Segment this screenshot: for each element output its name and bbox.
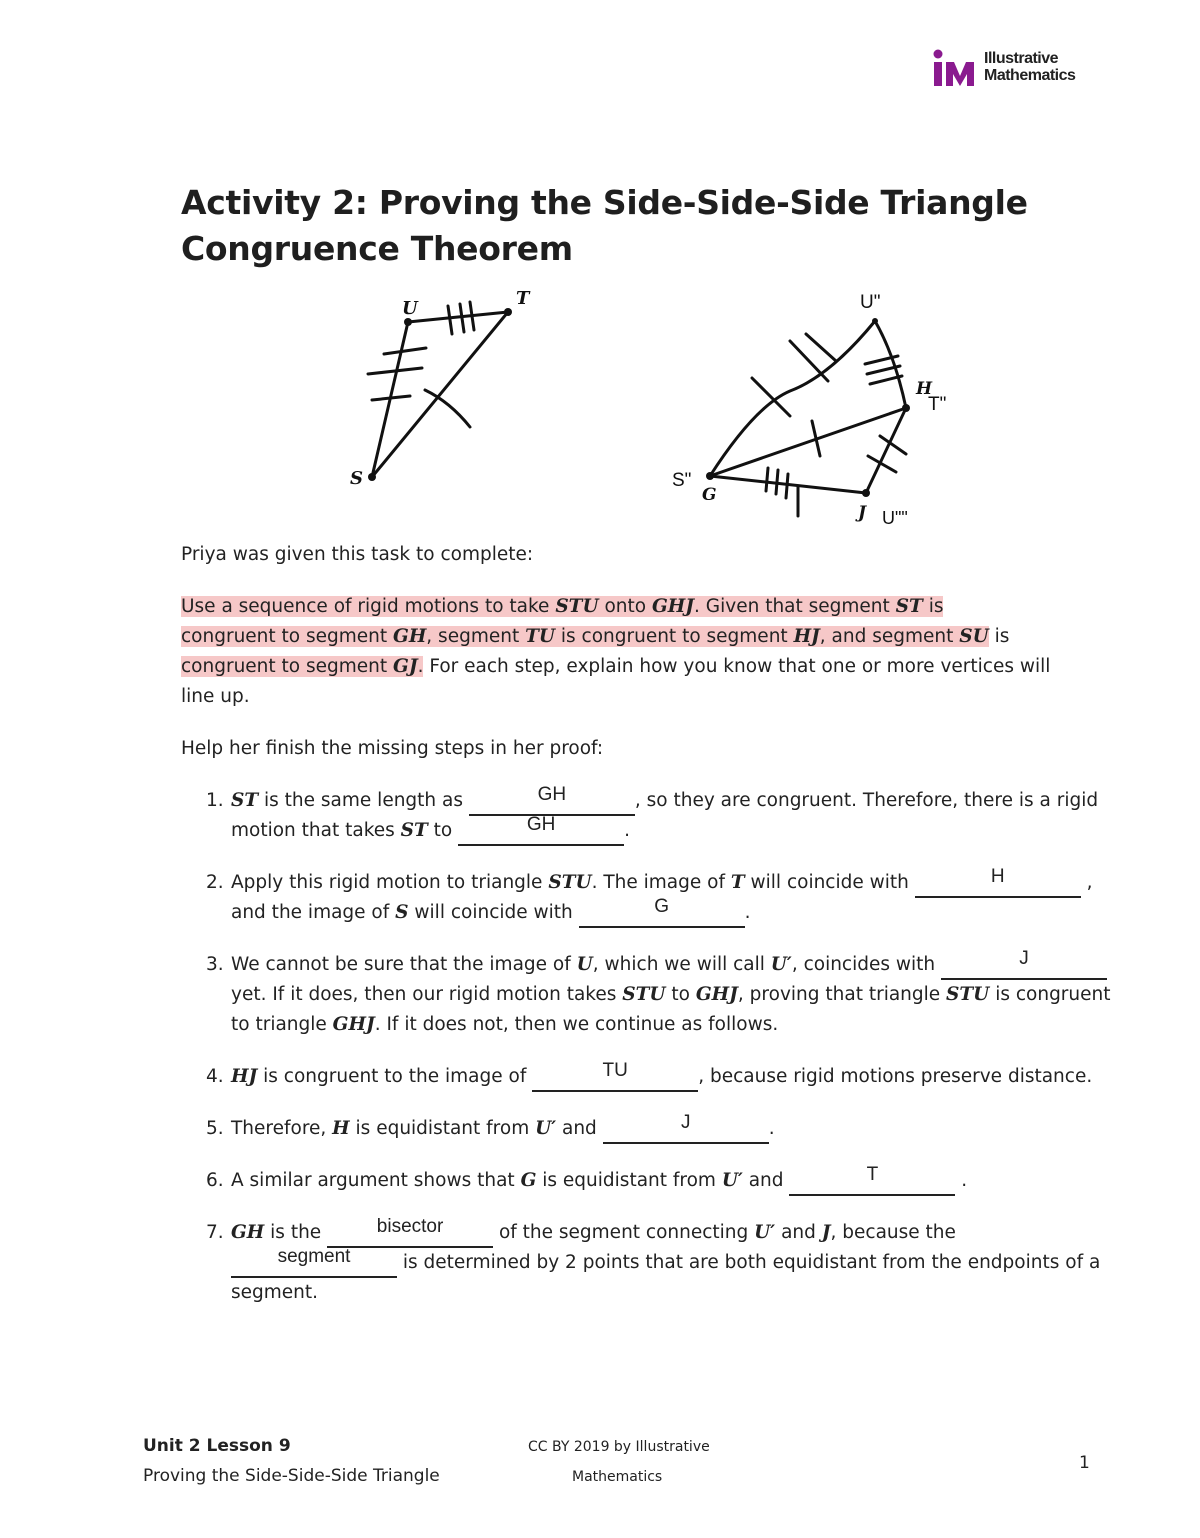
- footer-lesson: Proving the Side-Side-Side Triangle: [143, 1466, 440, 1486]
- step-2: 2. Apply this rigid motion to triangle STU. The image of T will coincide with H , and the image of S will coincide with G .: [231, 868, 1111, 928]
- label-h: H: [916, 379, 933, 399]
- label-u-triple-prime: U"": [882, 508, 908, 528]
- step7-blank-1[interactable]: bisector: [327, 1222, 493, 1248]
- step2-blank-1[interactable]: H: [915, 872, 1081, 898]
- label-g: G: [702, 485, 717, 505]
- page-number: 1: [1079, 1453, 1090, 1473]
- step-7: 7. GH is the bisector of the segment connecting U′ and J, because the segment is determined by 2 points that are both equidistant from the endpoints of a segment.: [206, 1216, 1101, 1303]
- step7-blank-2[interactable]: segment: [231, 1252, 397, 1278]
- step2-blank-2[interactable]: G: [579, 902, 745, 928]
- step-5: 5. Therefore, H is equidistant from U′ and J .: [231, 1114, 1111, 1144]
- proof-steps: [181, 786, 1111, 1330]
- footer-unit: Unit 2 Lesson 9: [143, 1436, 291, 1456]
- label-u: U: [402, 298, 418, 319]
- step1-blank-2[interactable]: GH: [458, 820, 624, 846]
- step6-blank-1[interactable]: T: [789, 1170, 955, 1196]
- illustrative-math-logo: [932, 48, 1102, 90]
- im-logo-icon: [932, 48, 980, 90]
- footer-license-2: Mathematics: [572, 1469, 663, 1485]
- label-s-double-prime: S": [672, 470, 692, 491]
- step3-blank-1[interactable]: J: [941, 954, 1107, 980]
- task-paragraph: Use a sequence of rigid motions to take STU onto GHJ. Given that segment ST is congruent to segment GH, segment TU is congruent to segment HJ, and segment SU is congruent to segment GJ. For each step, explain how you know that one or more vertices will line up.: [181, 596, 1051, 707]
- label-t-double-prime: T": [928, 394, 947, 415]
- step-6: 6. A similar argument shows that G is equidistant from U′ and T .: [231, 1166, 1111, 1196]
- logo-line2: Mathematics: [984, 67, 1076, 84]
- label-j: J: [858, 503, 867, 523]
- step-1: 1. ST is the same length as GH , so they are congruent. Therefore, there is a rigid motion that takes ST to GH .: [231, 786, 1111, 846]
- page-title: Activity 2: Proving the Side-Side-Side Triangle Congruence Theorem: [181, 183, 1028, 268]
- task-highlight-3: congruent to segment GJ.: [181, 656, 424, 677]
- intro-text: Priya was given this task to complete:: [181, 544, 534, 565]
- label-t: T: [516, 288, 530, 309]
- step-4: 4. HJ is congruent to the image of TU , because rigid motions preserve distance.: [231, 1062, 1111, 1092]
- step1-blank-1[interactable]: GH: [469, 790, 635, 816]
- triangle-ghj-figure: [660, 286, 960, 536]
- task-highlight-1: Use a sequence of rigid motions to take STU onto GHJ. Given that segment ST is: [181, 596, 944, 617]
- step5-blank-1[interactable]: J: [603, 1118, 769, 1144]
- logo-line1: Illustrative: [984, 50, 1059, 67]
- label-u-double-prime: U": [860, 292, 881, 313]
- label-s: S: [350, 468, 363, 489]
- footer-license-1: CC BY 2019 by Illustrative: [528, 1439, 710, 1455]
- task-highlight-2: congruent to segment GH, segment TU is congruent to segment HJ, and segment SU: [181, 626, 989, 647]
- step4-blank-1[interactable]: TU: [532, 1066, 698, 1092]
- step-3: 3. We cannot be sure that the image of U, which we will call U′, coincides with J yet. If it does, then our rigid motion takes STU to GHJ, proving that triangle STU is congruent to triangle GHJ. If it does not, then we continue as follows.: [206, 948, 1111, 1035]
- help-text: Help her finish the missing steps in her proof:: [181, 738, 604, 759]
- triangle-stu-figure: [340, 282, 540, 492]
